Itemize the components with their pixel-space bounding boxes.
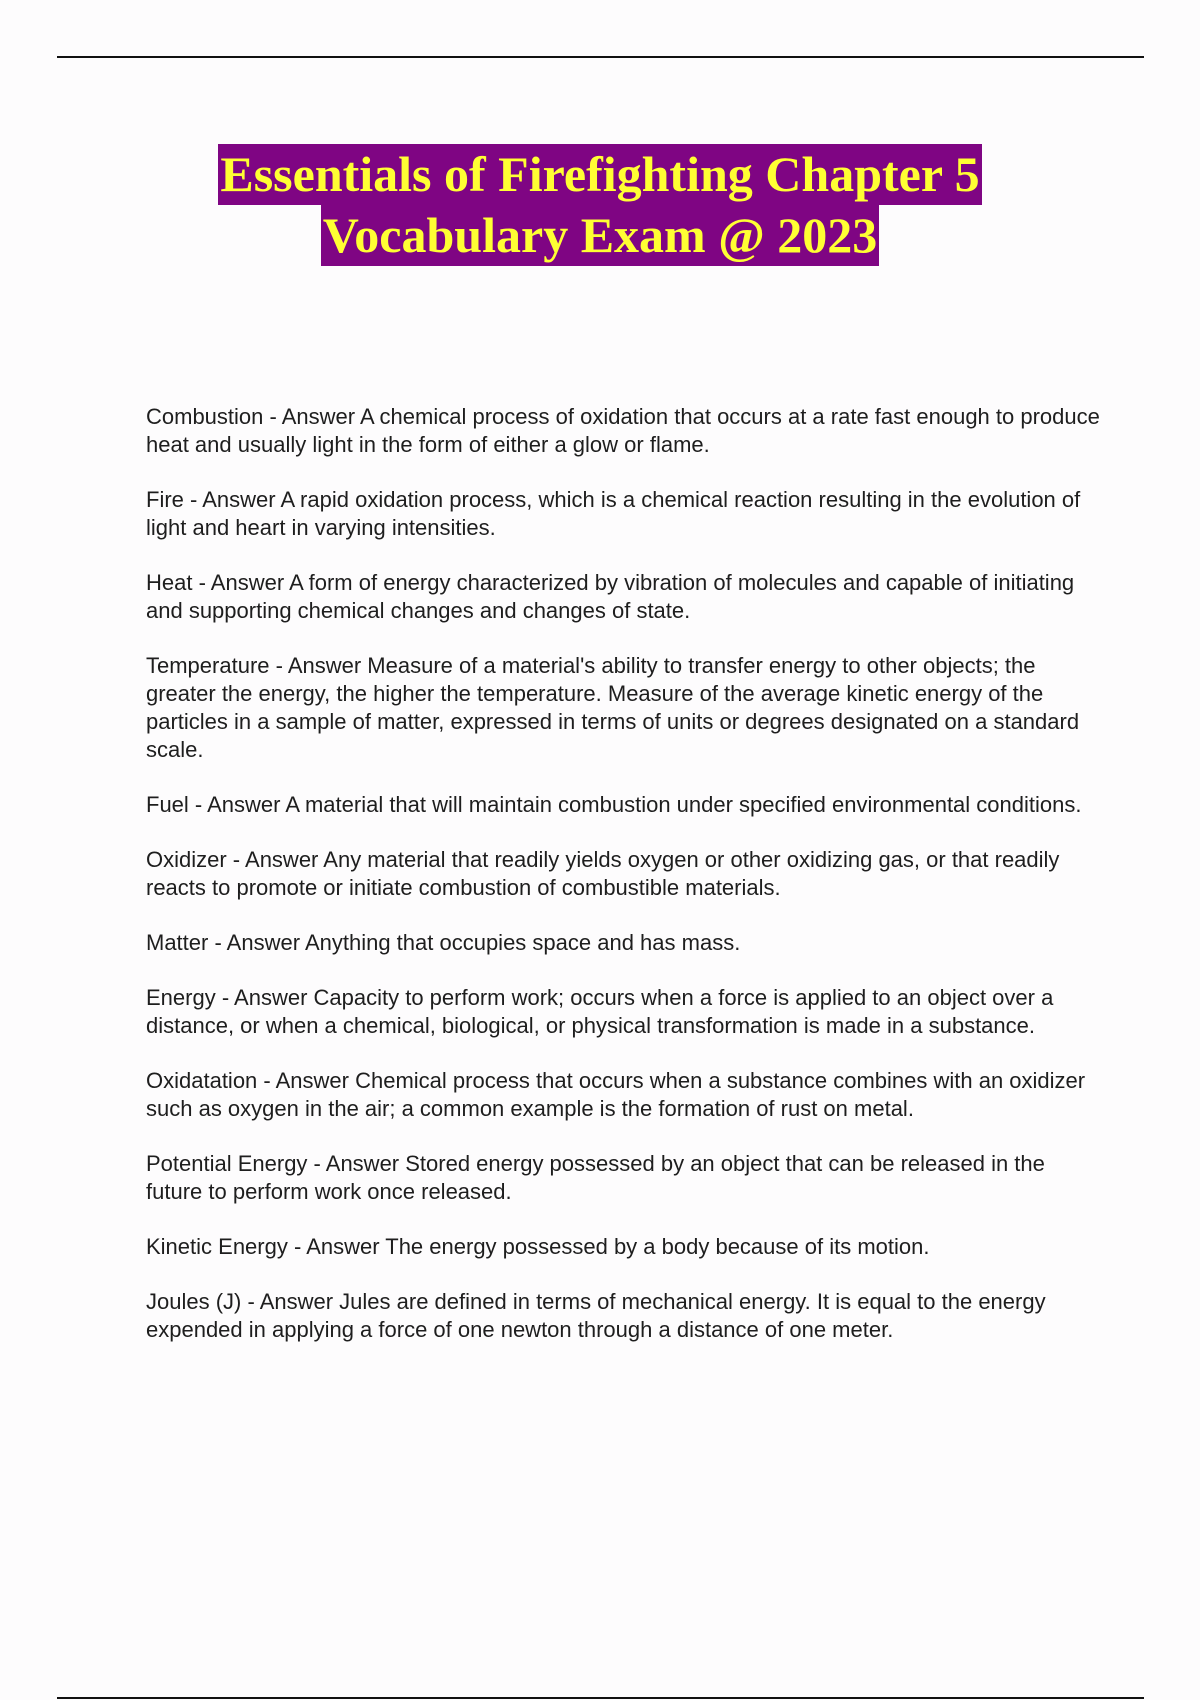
bottom-rule — [57, 1697, 1144, 1699]
vocab-entry: Kinetic Energy - Answer The energy possessed by a body because of its motion. — [146, 1234, 930, 1259]
title-line-2: Vocabulary Exam @ 2023 — [321, 205, 879, 266]
vocab-entry: Combustion - Answer A chemical process of oxidation that occurs at a rate fast enough to produce heat and usually light in the form of either a glow or flame. — [146, 404, 1100, 457]
vocab-entry: Oxidatation - Answer Chemical process that occurs when a substance combines with an oxidizer such as oxygen in the air; a common example is the formation of rust on metal. — [146, 1068, 1086, 1121]
vocab-entry: Joules (J) - Answer Jules are defined in terms of mechanical energy. It is equal to the energy expended in applying a force of one newton through a distance of one meter. — [146, 1289, 1046, 1342]
vocab-entry: Heat - Answer A form of energy characterized by vibration of molecules and capable of initiating and supporting chemical changes and changes of state. — [146, 570, 1075, 623]
vocab-entry: Energy - Answer Capacity to perform work; occurs when a force is applied to an object over a distance, or when a chemical, biological, or physical transformation is made in a substance. — [146, 985, 1054, 1038]
vocab-entry: Matter - Answer Anything that occupies space and has mass. — [146, 930, 741, 955]
vocab-entry: Oxidizer - Answer Any material that readily yields oxygen or other oxidizing gas, or that readily reacts to promote or initiate combustion of combustible materials. — [146, 847, 1060, 900]
top-rule — [57, 56, 1144, 58]
title-line-1: Essentials of Firefighting Chapter 5 — [218, 144, 981, 205]
vocab-entry: Temperature - Answer Measure of a material's ability to transfer energy to other objects; the greater the energy, the higher the temperature. Measure of the average kinetic energy of the particles in a sample of matter, expressed in terms of units or degrees designated on a standard scale. — [146, 653, 1080, 762]
vocab-entry: Fire - Answer A rapid oxidation process, which is a chemical reaction resulting in the evolution of light and heart in varying intensities. — [146, 487, 1081, 540]
vocab-entry: Fuel - Answer A material that will maintain combustion under specified environmental conditions. — [146, 792, 1082, 817]
document-title — [0, 144, 1200, 266]
vocab-entry: Potential Energy - Answer Stored energy possessed by an object that can be released in the future to perform work once released. — [146, 1151, 1045, 1204]
vocabulary-list — [146, 403, 1106, 1371]
